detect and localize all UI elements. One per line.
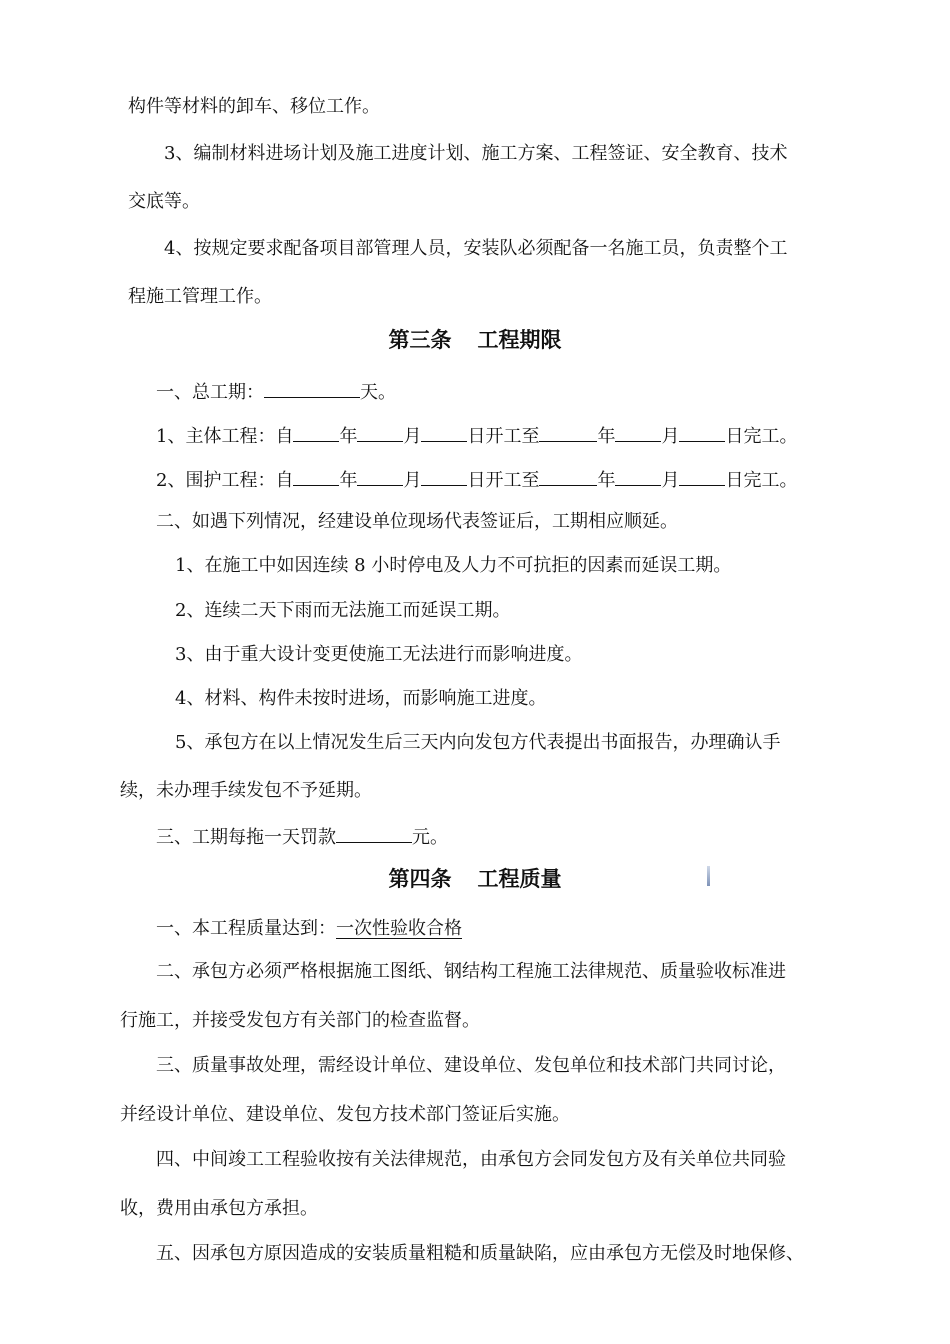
article3-heading: [0, 326, 950, 354]
penalty-line: 三、工期每拖一天罚款 元。: [156, 823, 448, 850]
date-blank[interactable]: [293, 466, 339, 486]
paragraph-line: 4、按规定要求配备项目部管理人员，安装队必须配备一名施工员，负责整个工: [164, 238, 788, 259]
paragraph-line: 程施工管理工作。: [128, 286, 272, 307]
paragraph-line: 收，费用由承包方承担。: [120, 1198, 318, 1219]
paragraph-line: 续，未办理手续发包不予延期。: [120, 780, 372, 801]
paragraph-line: 3、编制材料进场计划及施工进度计划、施工方案、工程签证、安全教育、技术: [164, 143, 788, 164]
article-title: 工程期限: [477, 328, 562, 352]
date-blank[interactable]: [293, 422, 339, 442]
date-blank[interactable]: [539, 422, 597, 442]
paragraph-line: 二、承包方必须严格根据施工图纸、钢结构工程施工法律规范、质量验收标准进: [156, 961, 786, 982]
article-title: 工程质量: [477, 867, 562, 891]
paragraph-line: 四、中间竣工工程验收按有关法律规范，由承包方会同发包方及有关单位共同验: [156, 1149, 786, 1170]
paragraph-line: 二、如遇下列情况，经建设单位现场代表签证后，工期相应顺延。: [156, 511, 678, 532]
paragraph-line: 1、在施工中如因连续 8 小时停电及人力不可抗拒的因素而延误工期。: [175, 555, 732, 576]
date-blank[interactable]: [615, 422, 661, 442]
enclosure-works-schedule-line: 2、围护工程：自 年 月 日开工至 年 月 日完工。: [156, 466, 797, 493]
paragraph-line: 3、由于重大设计变更使施工无法进行而影响进度。: [175, 644, 583, 665]
article-number: 第三条: [388, 328, 452, 352]
total-days-blank[interactable]: [264, 378, 360, 398]
paragraph-line: 4、材料、构件未按时进场，而影响施工进度。: [175, 688, 547, 709]
article-number: 第四条: [388, 867, 452, 891]
date-blank[interactable]: [679, 422, 725, 442]
date-blank[interactable]: [357, 422, 403, 442]
date-blank[interactable]: [539, 466, 597, 486]
date-blank[interactable]: [679, 466, 725, 486]
paragraph-line: 2、连续二天下雨而无法施工而延误工期。: [175, 600, 511, 621]
paragraph-line: 构件等材料的卸车、移位工作。: [128, 96, 380, 117]
date-blank[interactable]: [421, 466, 467, 486]
paragraph-line: 交底等。: [128, 191, 200, 212]
main-works-schedule-line: 1、主体工程：自 年 月 日开工至 年 月 日完工。: [156, 422, 797, 449]
text-cursor-mark: [707, 866, 710, 886]
article4-heading: [0, 865, 950, 893]
paragraph-line: 行施工，并接受发包方有关部门的检查监督。: [120, 1010, 480, 1031]
date-blank[interactable]: [357, 466, 403, 486]
penalty-amount-blank[interactable]: [336, 823, 412, 843]
quality-standard-value: 一次性验收合格: [336, 918, 462, 939]
quality-standard-line: 一、本工程质量达到：一次性验收合格: [156, 918, 462, 939]
paragraph-line: 并经设计单位、建设单位、发包方技术部门签证后实施。: [120, 1104, 570, 1125]
date-blank[interactable]: [421, 422, 467, 442]
paragraph-line: 5、承包方在以上情况发生后三天内向发包方代表提出书面报告，办理确认手: [175, 732, 781, 753]
paragraph-line: 三、质量事故处理，需经设计单位、建设单位、发包单位和技术部门共同讨论，: [156, 1055, 786, 1076]
date-blank[interactable]: [615, 466, 661, 486]
total-period-line: 一、总工期： 天。: [156, 378, 396, 405]
paragraph-line: 五、因承包方原因造成的安装质量粗糙和质量缺陷，应由承包方无偿及时地保修、: [156, 1243, 804, 1264]
